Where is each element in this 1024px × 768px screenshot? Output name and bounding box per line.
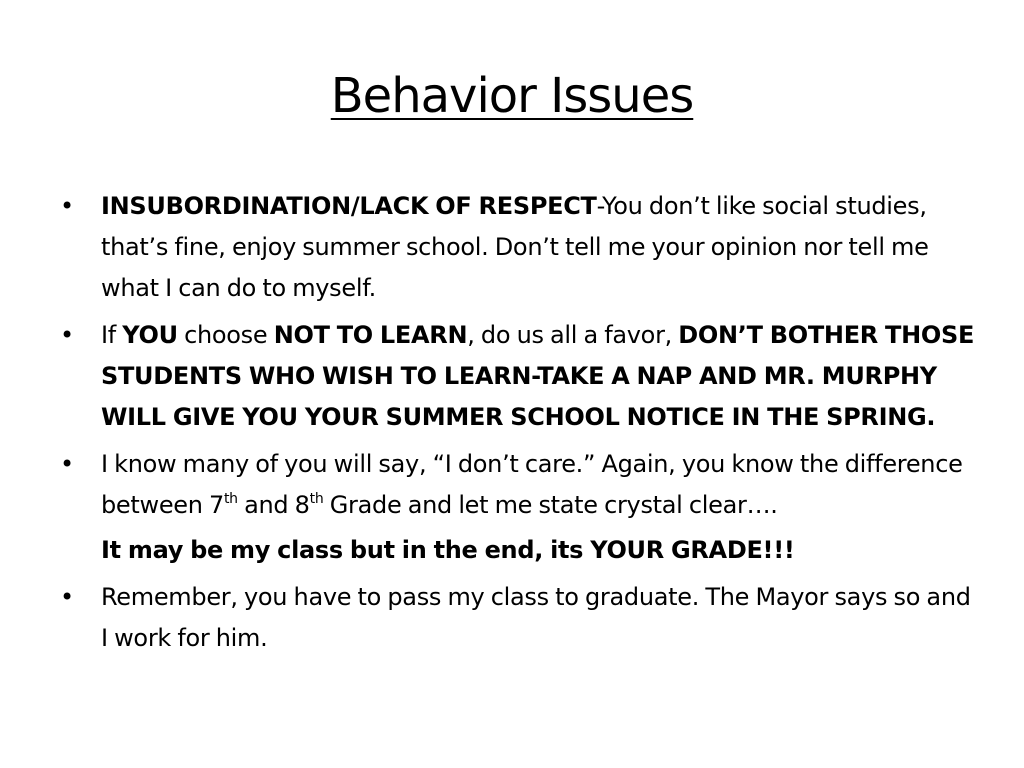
bullet-icon: • (60, 192, 74, 220)
list-item-not-to-learn (56, 315, 976, 438)
superscript: th (309, 491, 324, 507)
list-item-remember (56, 577, 976, 659)
slide-title: Behavior Issues (330, 68, 694, 124)
body-text: and 8 (237, 491, 310, 519)
body-text: I know many of you will say, “I don’t care.” Again, you know the difference between 7 (101, 450, 963, 519)
bullet-list (56, 186, 976, 659)
superscript: th (223, 491, 238, 507)
body-text: -You don’t like social studies, that’s fine, enjoy summer school. Don’t tell me your opinion nor tell me what I can do to myself. (101, 192, 929, 302)
bold-text: YOU (122, 321, 178, 349)
bold-text: DON’T BOTHER THOSE STUDENTS WHO WISH TO LEARN-TAKE A NAP AND MR. MURPHY WILL GIVE YOU YOUR SUMMER SCHOOL NOTICE IN THE SPRING. (101, 321, 975, 431)
list-item-dont-care (56, 444, 976, 526)
body-text: If (101, 321, 123, 349)
bullet-icon: • (60, 583, 74, 611)
bold-text: INSUBORDINATION/LACK OF RESPECT (101, 192, 597, 220)
emphasis-line: It may be my class but in the end, its YOUR GRADE!!! (101, 536, 795, 564)
bullet-icon: • (60, 321, 74, 349)
bullet-icon: • (60, 450, 74, 478)
body-text: Remember, you have to pass my class to graduate. The Mayor says so and I work for him. (101, 583, 971, 652)
body-text: choose (177, 321, 274, 349)
body-text: Grade and let me state crystal clear…. (323, 491, 778, 519)
body-text: , do us all a favor, (467, 321, 679, 349)
bold-text: NOT TO LEARN (273, 321, 468, 349)
list-item-insubordination (56, 186, 976, 309)
